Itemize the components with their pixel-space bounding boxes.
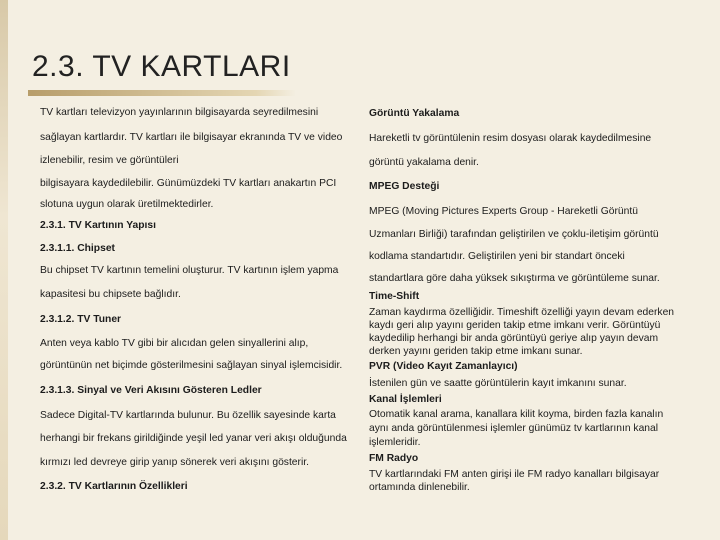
right-text-line: derken yayını geriden takip etme imkanı sunar. — [369, 346, 583, 357]
left-text-line: görüntünün net biçimde gösterilmesini sağlayan sinyal işlemcisidir. — [40, 360, 343, 371]
left-text-line: kapasitesi bu chipsete bağlıdır. — [40, 289, 181, 300]
right-text-line: Otomatik kanal arama, kanallara kilit koyma, birden fazla kanalın — [369, 409, 664, 420]
section-heading: 2.3.1.2. TV Tuner — [40, 314, 122, 325]
section-heading: 2.3.1.3. Sinyal ve Veri Akısını Gösteren Ledler — [40, 385, 262, 396]
right-text-line: görüntü yakalama denir. — [369, 157, 479, 168]
left-text-line: sağlayan kartlardır. TV kartları ile bilgisayar ekranında TV ve video — [40, 132, 343, 143]
left-text-line: Bu chipset TV kartının temelini oluşturur. TV kartının işlem yapma — [40, 265, 339, 276]
feature-heading: Kanal İşlemleri — [369, 394, 442, 405]
right-text-line: kaydedilip herhangi bir anda görüntüyü geriye alıp yayın devam — [369, 333, 659, 344]
right-text-line: Uzmanları Birliği) tarafından geliştirilen ve çoklu-iletişim görüntü — [369, 229, 659, 240]
right-text-line: İstenilen gün ve saatte görüntülerin kayıt imkanını sunar. — [369, 378, 627, 389]
right-text-line: kodlama standartıdır. Geliştirilen yeni bir standart önceki — [369, 251, 625, 262]
right-text-line: aynı anda görüntülenmesi işlemler günümüz tv kartlarının kanal — [369, 423, 659, 434]
right-text-line: TV kartlarındaki FM anten girişi ile FM radyo kanalları bilgisayar — [369, 469, 660, 480]
left-text-line: kırmızı led devreye girip yanıp sönerek veri akışını gösterir. — [40, 457, 309, 468]
left-text-line: slotuna uygun olarak üretilmektedirler. — [40, 199, 214, 210]
left-text-line: herhangi bir frekans girildiğinde yeşil led yanar veri akışı olduğunda — [40, 433, 347, 444]
left-text-line: izlenebilir, resim ve görüntüleri — [40, 155, 179, 166]
feature-heading: MPEG Desteği — [369, 181, 440, 192]
right-text-line: Hareketli tv görüntülenin resim dosyası olarak kaydedilmesine — [369, 133, 652, 144]
section-heading: 2.3.1.1. Chipset — [40, 243, 115, 254]
slide-title: 2.3. TV KARTLARI — [32, 50, 291, 83]
right-text-line: Zaman kaydırma özelliğidir. Timeshift özelliği yayın devam ederken — [369, 307, 675, 318]
right-text-line: kaydı geri alıp yayını geriden takip etme imkanı verir. Görüntüyü — [369, 320, 661, 331]
section-heading: 2.3.2. TV Kartlarının Özellikleri — [40, 481, 188, 492]
feature-heading: FM Radyo — [369, 453, 419, 464]
right-text-line: standartlara göre daha yüksek sıkıştırma ve görüntüleme sunar. — [369, 273, 660, 284]
section-heading: 2.3.1. TV Kartının Yapısı — [40, 220, 156, 231]
right-text-line: MPEG (Moving Pictures Experts Group - Hareketli Görüntü — [369, 206, 638, 217]
decorative-left-bar — [0, 0, 8, 540]
left-text-line: Sadece Digital-TV kartlarında bulunur. Bu özellik sayesinde karta — [40, 410, 336, 421]
left-text-line: Anten veya kablo TV gibi bir alıcıdan gelen sinyallerini alıp, — [40, 338, 309, 349]
left-text-line: TV kartları televizyon yayınlarının bilgisayarda seyredilmesini — [40, 107, 319, 118]
left-text-line: bilgisayara kaydedilebilir. Günümüzdeki TV kartları anakartın PCI — [40, 178, 337, 189]
title-underline — [28, 90, 296, 96]
right-text-line: işlemleridir. — [369, 437, 421, 448]
right-text-line: ortamında dinlenebilir. — [369, 482, 470, 493]
feature-heading: Time-Shift — [369, 291, 420, 302]
feature-heading: Görüntü Yakalama — [369, 108, 460, 119]
feature-heading: PVR (Video Kayıt Zamanlayıcı) — [369, 361, 518, 372]
